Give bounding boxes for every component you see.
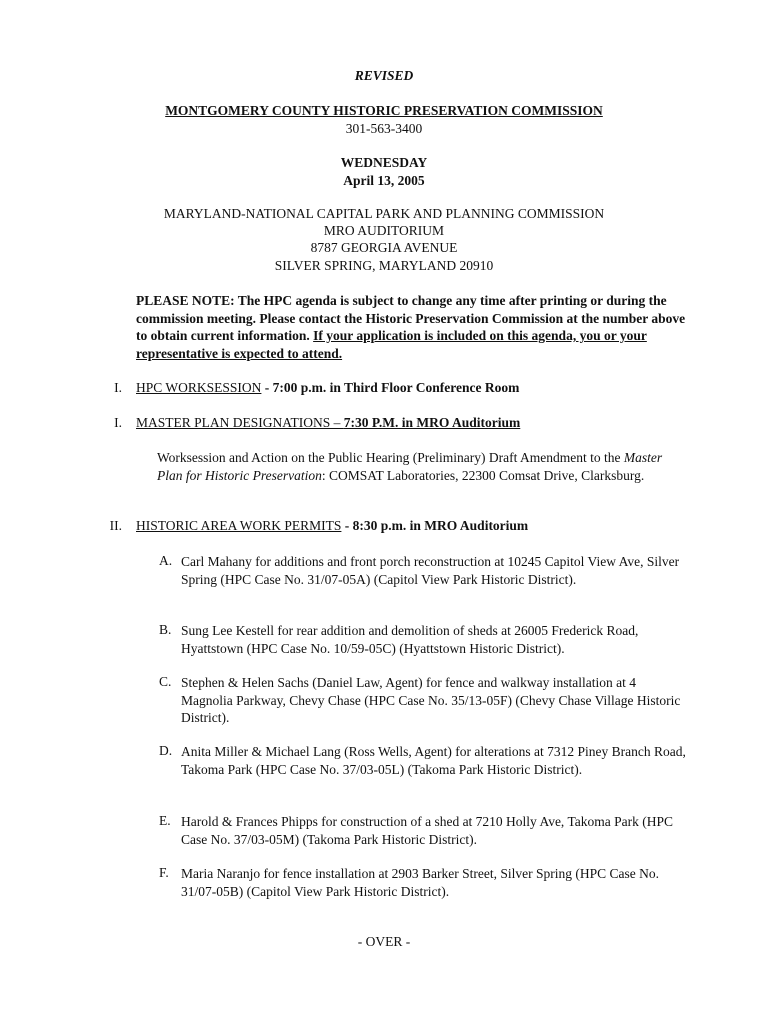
section-title: HPC WORKSESSION bbox=[136, 380, 262, 395]
description-rest: : COMSAT Laboratories, 22300 Comsat Drive, Clarksburg. bbox=[321, 467, 645, 483]
item-letter: D. bbox=[159, 743, 173, 758]
section-detail: - 7:00 p.m. in Third Floor Conference Room bbox=[261, 380, 520, 395]
venue-org: MARYLAND-NATIONAL CAPITAL PARK AND PLANNING COMMISSION bbox=[163, 206, 605, 221]
venue-street: 8787 GEORGIA AVENUE bbox=[310, 240, 458, 255]
venue-room: MRO AUDITORIUM bbox=[323, 223, 445, 238]
item-text: Harold & Frances Phipps for construction of a shed at 7210 Holly Ave, Takoma Park (HPC Case No. 37/03-05M) (Takoma Park Historic District). bbox=[181, 814, 673, 847]
item-letter: A. bbox=[159, 553, 173, 568]
description-title: Master Plan for Historic Preservation bbox=[157, 450, 663, 483]
item-text: Anita Miller & Michael Lang (Ross Wells, Agent) for alterations at 7312 Piney Branch Road, Takoma Park (HPC Case No. 37/03-05L) (Takoma Park Historic District). bbox=[181, 744, 686, 777]
item-text: Stephen & Helen Sachs (Daniel Law, Agent) for fence and walkway installation at 4 Magnolia Parkway, Chevy Chase (HPC Case No. 35/13-05F) (Chevy Chase Village Historic District). bbox=[181, 675, 681, 725]
section-detail: 7:30 P.M. in MRO Auditorium bbox=[343, 415, 521, 430]
commission-name: MONTGOMERY COUNTY HISTORIC PRESERVATION COMMISSION bbox=[165, 103, 603, 118]
commission-phone: 301-563-3400 bbox=[345, 121, 423, 136]
section-detail: - 8:30 p.m. in MRO Auditorium bbox=[341, 518, 529, 533]
section-number: II. bbox=[109, 518, 122, 533]
revised-label: REVISED bbox=[354, 68, 414, 83]
item-text: Maria Naranjo for fence installation at 2903 Barker Street, Silver Spring (HPC Case No. 31/07-05B) (Capitol View Park Historic District). bbox=[181, 866, 660, 899]
master-plan-description bbox=[157, 449, 687, 484]
item-letter: E. bbox=[159, 813, 171, 828]
meeting-day: WEDNESDAY bbox=[340, 155, 428, 170]
item-letter: C. bbox=[159, 674, 172, 689]
section-title: HISTORIC AREA WORK PERMITS bbox=[136, 518, 342, 533]
venue-city: SILVER SPRING, MARYLAND 20910 bbox=[274, 258, 494, 273]
item-text: Carl Mahany for additions and front porch reconstruction at 10245 Capitol View Ave, Silver Spring (HPC Case No. 31/07-05A) (Capitol View Park Historic District). bbox=[181, 554, 680, 587]
please-note-text: PLEASE NOTE: The HPC agenda is subject to change any time after printing or during the commission meeting. Please contact the Historic Preservation Commission at the number above to obtain current information. bbox=[136, 293, 686, 343]
description-lead: Worksession and Action on the Public Hearing (Preliminary) Draft Amendment to the bbox=[157, 450, 621, 465]
please-note bbox=[136, 292, 696, 362]
please-note-attend: If your application is included on this agenda, you or your representative is expected to attend. bbox=[136, 328, 647, 361]
item-letter: F. bbox=[159, 865, 169, 880]
item-letter: B. bbox=[159, 622, 172, 637]
page-footer: - OVER - bbox=[357, 934, 411, 949]
section-title: MASTER PLAN DESIGNATIONS – bbox=[136, 415, 344, 430]
section-number: I. bbox=[114, 415, 122, 430]
section-number: I. bbox=[114, 380, 122, 395]
meeting-date: April 13, 2005 bbox=[343, 173, 425, 188]
item-text: Sung Lee Kestell for rear addition and demolition of sheds at 26005 Frederick Road, Hyattstown (HPC Case No. 10/59-05C) (Hyattstown Historic District). bbox=[181, 623, 639, 656]
